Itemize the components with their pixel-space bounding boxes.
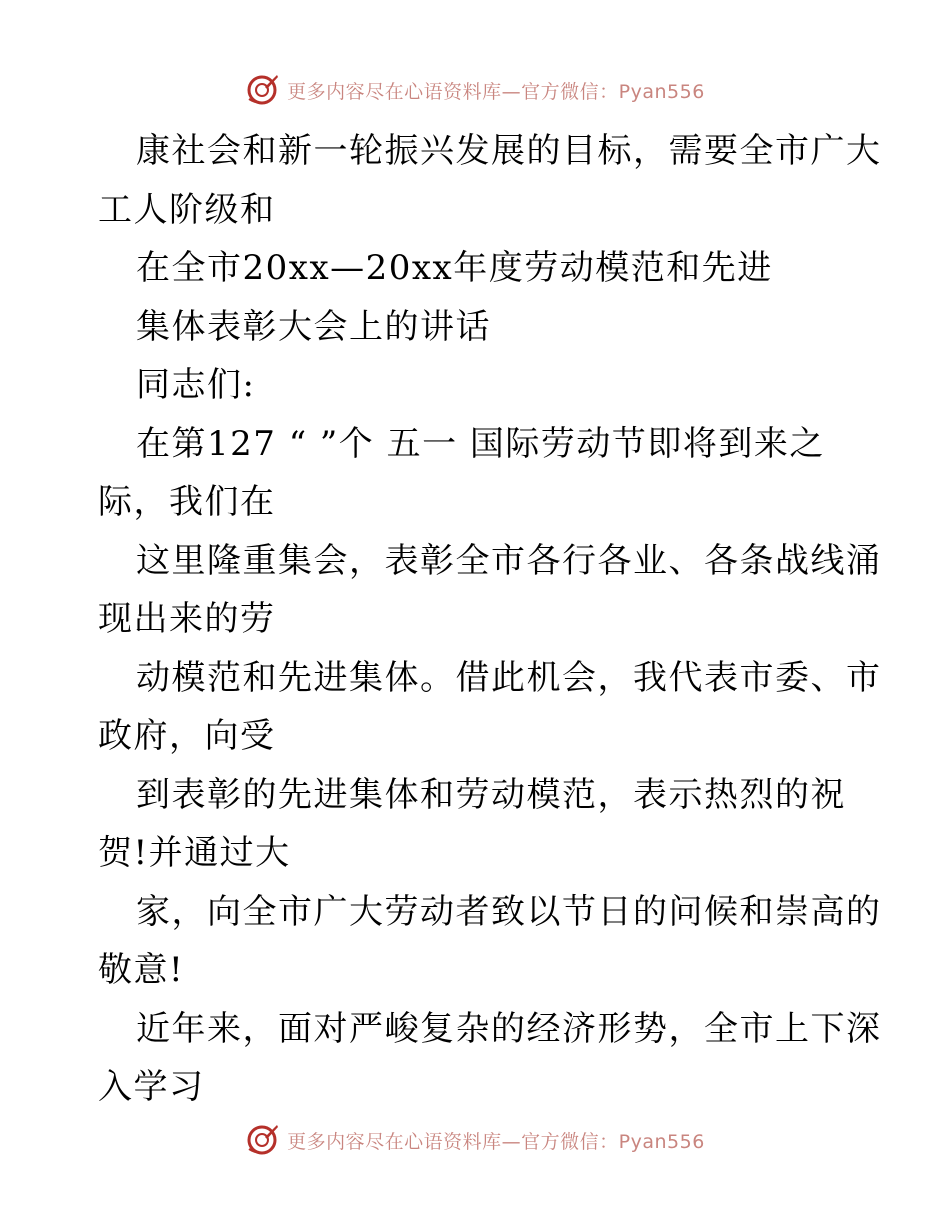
text-line: 入学习: [98, 1067, 205, 1107]
text-line: 集体表彰大会上的讲话: [136, 306, 491, 347]
text-line: 敬意!: [98, 950, 185, 990]
text-line: 在全市20xx—20xx年度劳动模范和先进: [136, 248, 773, 288]
text-line: 近年来，面对严峻复杂的经济形势，全市上下深: [136, 1008, 882, 1049]
text-line: 政府，向受: [98, 716, 276, 756]
header-banner-text: 更多内容尽在心语资料库—官方微信：Pyan556: [287, 80, 705, 103]
text-line: 到表彰的先进集体和劳动模范，表示热烈的祝: [136, 774, 846, 815]
text-line: 工人阶级和: [98, 189, 276, 230]
text-line: 同志们:: [136, 365, 256, 405]
pen-circle-icon: [245, 1123, 279, 1157]
text-line: 康社会和新一轮振兴发展的目标，需要全市广大: [136, 131, 882, 171]
footer-banner: [0, 1118, 950, 1162]
footer-banner-text: 更多内容尽在心语资料库—官方微信：Pyan556: [287, 1130, 705, 1153]
pen-circle-icon: [245, 73, 279, 107]
text-line: 际，我们在: [98, 482, 276, 522]
text-line: 家，向全市广大劳动者致以节日的问候和崇高的: [136, 891, 882, 932]
header-banner: [0, 68, 950, 112]
text-line: 这里隆重集会，表彰全市各行各业、各条战线涌: [136, 540, 882, 581]
text-line: 动模范和先进集体。借此机会，我代表市委、市: [136, 657, 882, 698]
text-line: 贺!并通过大: [98, 833, 291, 873]
text-line: 在第127 “ ”个 五一 国际劳动节即将到来之: [136, 423, 825, 464]
text-line: 现出来的劳: [98, 599, 276, 639]
document-body: [98, 122, 882, 1117]
